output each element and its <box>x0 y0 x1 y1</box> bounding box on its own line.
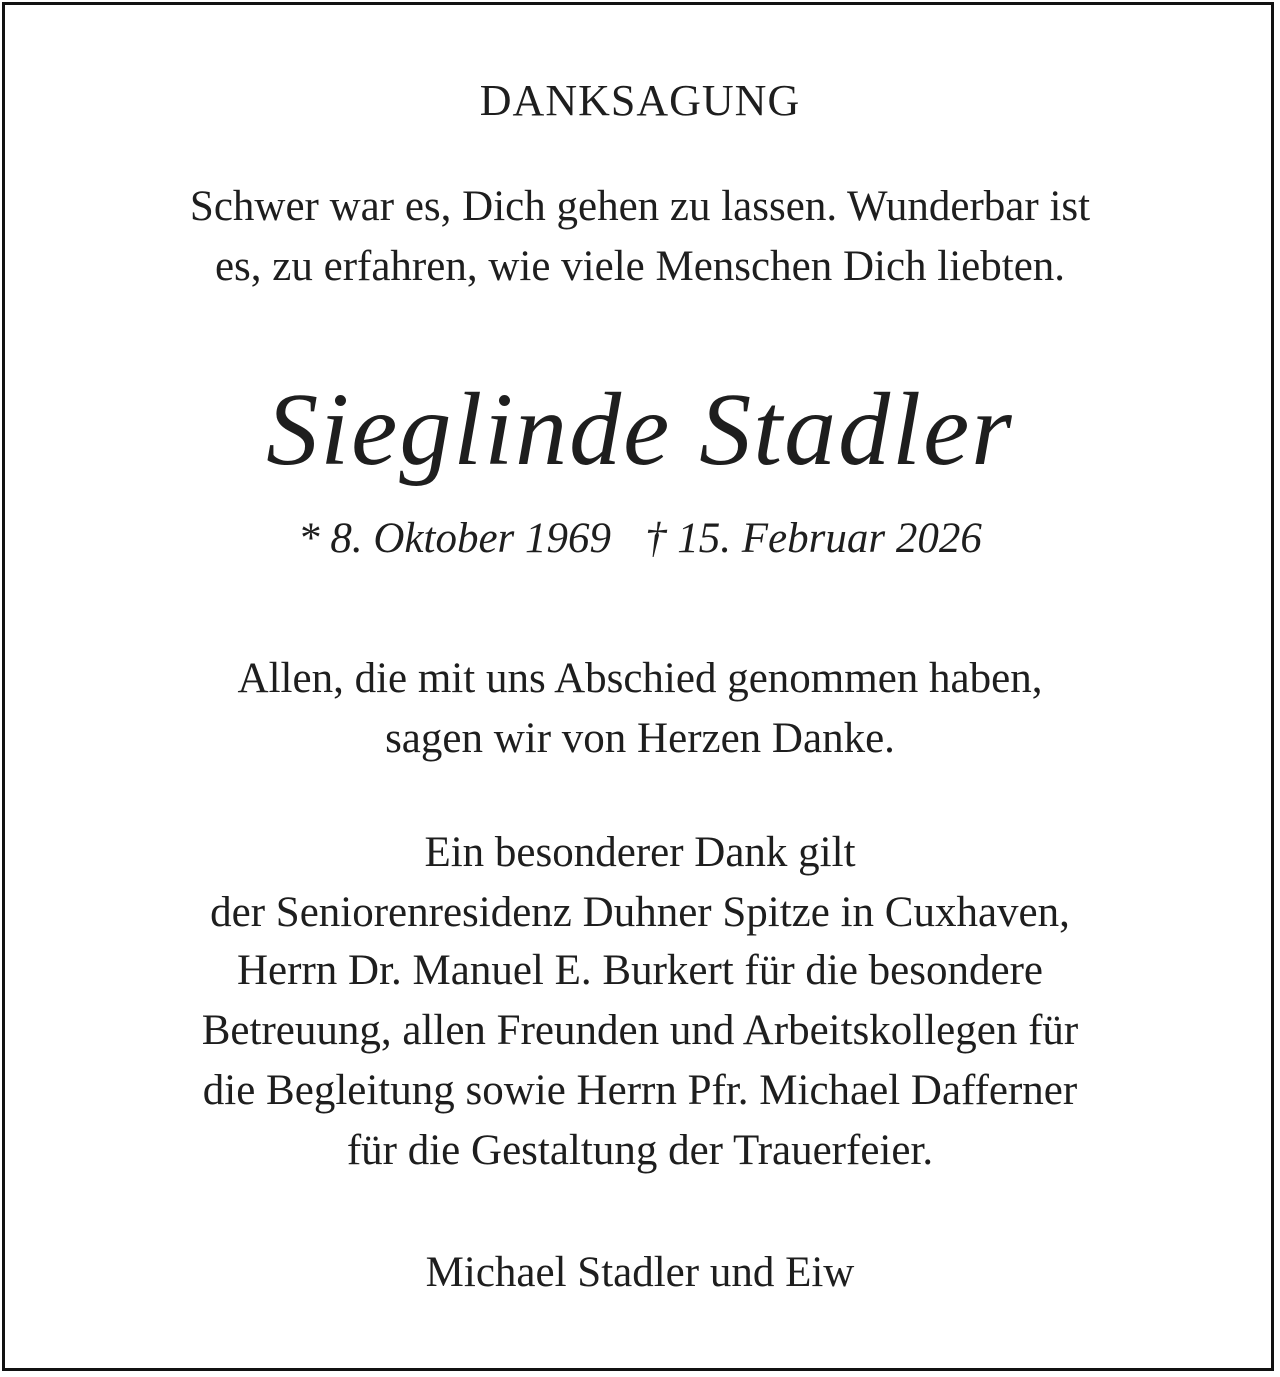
birth-date: * 8. Oktober 1969 <box>298 515 612 562</box>
quote-line: es, zu erfahren, wie viele Menschen Dich liebten. <box>214 243 1066 290</box>
special-thanks-line: die Begleitung sowie Herrn Pfr. Michael Dafferner <box>202 1067 1078 1114</box>
special-thanks-line: Ein besonderer Dank gilt <box>424 829 856 876</box>
thanks-line: sagen wir von Herzen Danke. <box>385 715 895 762</box>
thanks-line: Allen, die mit uns Abschied genommen haben, <box>237 655 1043 702</box>
special-thanks-line: Betreuung, allen Freunden und Arbeitskollegen für <box>201 1007 1079 1054</box>
deceased-name: Sieglinde Stadler <box>266 372 1014 487</box>
special-thanks-line: für die Gestaltung der Trauerfeier. <box>346 1127 934 1174</box>
quote-line: Schwer war es, Dich gehen zu lassen. Wunderbar ist <box>189 183 1091 230</box>
notice-heading: DANKSAGUNG <box>479 76 801 125</box>
special-thanks-line: der Seniorenresidenz Duhner Spitze in Cuxhaven, <box>210 889 1070 936</box>
special-thanks-line: Herrn Dr. Manuel E. Burkert für die besondere <box>237 947 1043 994</box>
signature: Michael Stadler und Eiw <box>425 1249 855 1296</box>
death-date: † 15. Februar 2026 <box>645 515 982 562</box>
life-dates <box>0 512 1280 566</box>
